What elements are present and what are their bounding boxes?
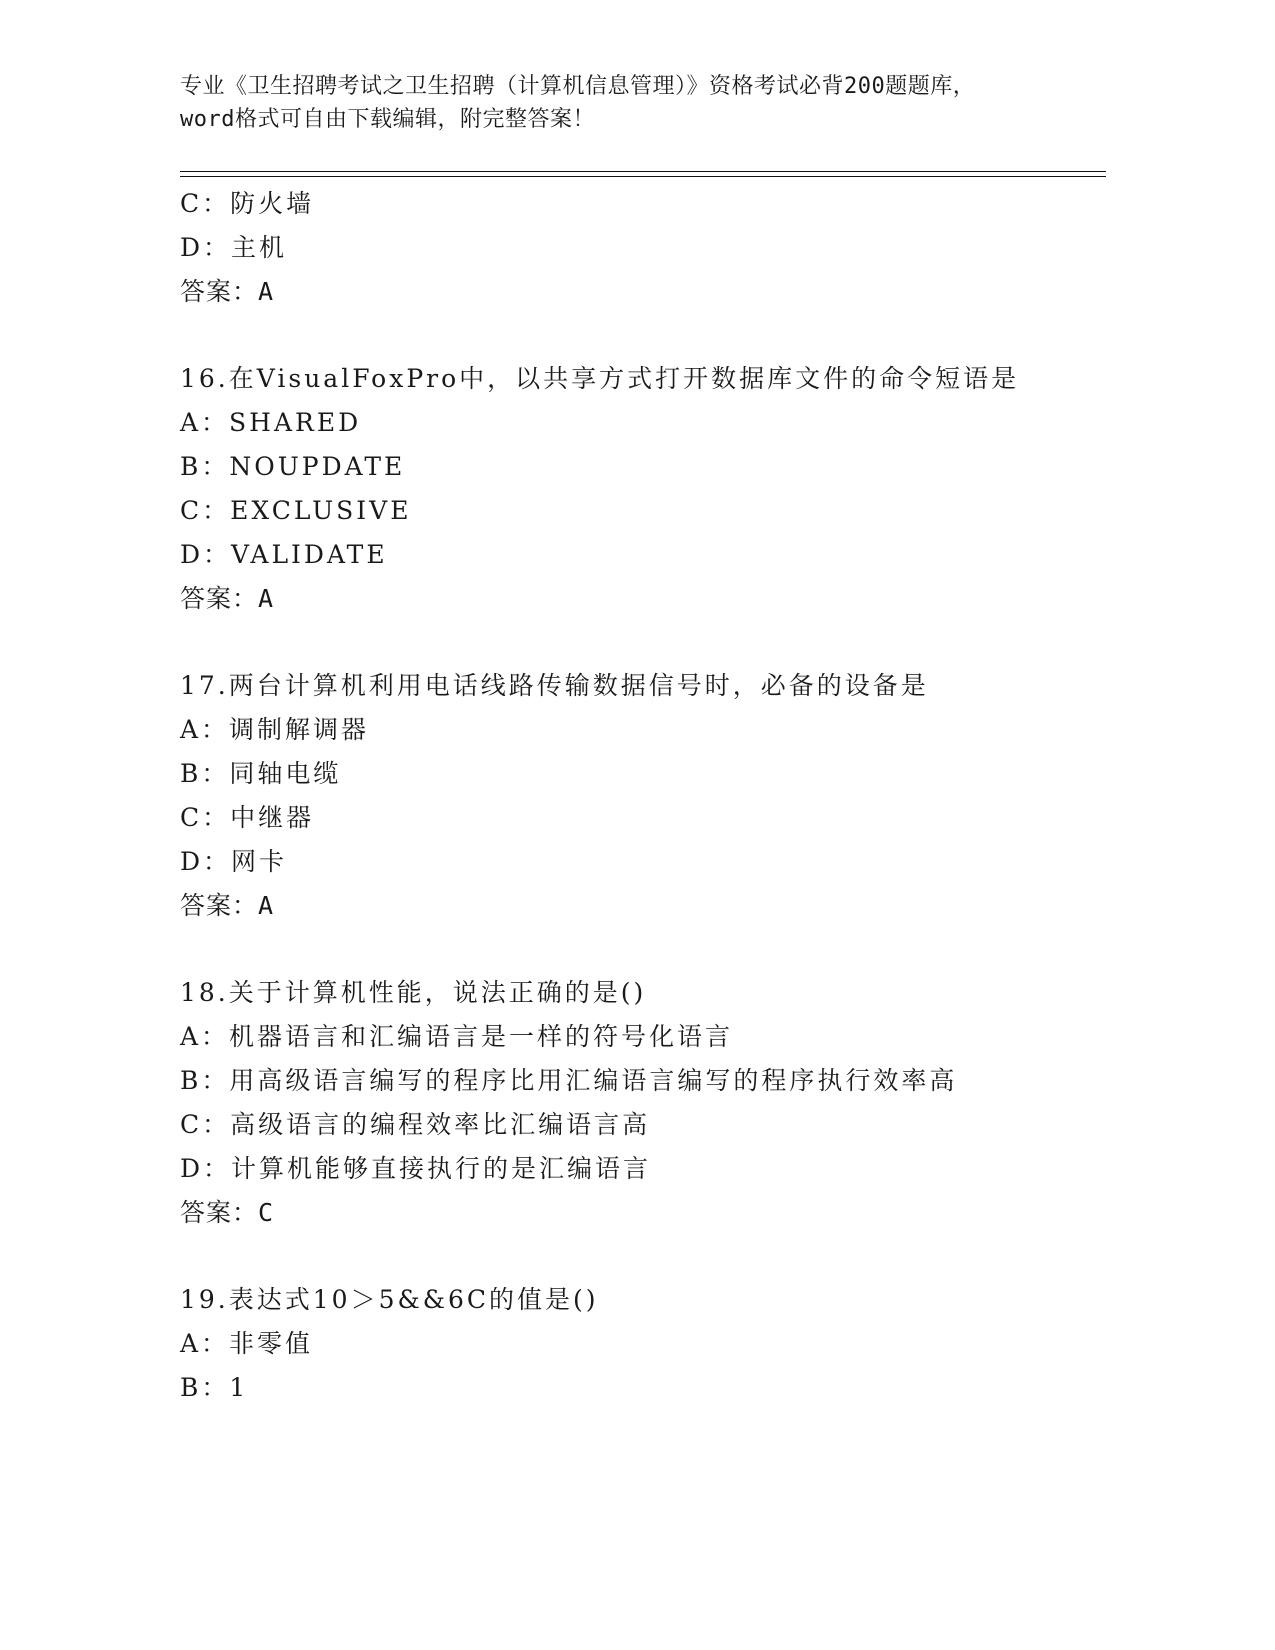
option-a: A：非零值 [180,1329,314,1358]
spacer [180,1235,1110,1278]
option-d: D：VALIDATE [180,540,388,569]
spacer [180,314,1110,357]
option-c: C：中继器 [180,803,315,832]
question-list [180,182,1110,1410]
option-d: D：网卡 [180,847,288,876]
spacer [180,928,1110,971]
option-a: A：调制解调器 [180,715,370,744]
option-d: D：主机 [180,233,288,262]
question-stem: 17.两台计算机利用电话线路传输数据信号时，必备的设备是 [180,671,929,700]
option-b: B：1 [180,1373,249,1402]
header-title-line2: word格式可自由下载编辑，附完整答案！ [180,107,595,132]
question-16 [180,357,1110,621]
header-title-line1: 专业《卫生招聘考试之卫生招聘（计算机信息管理）》资格考试必背200题题库， [180,74,976,99]
answer-line: 答案：A [180,584,275,613]
option-d: D：计算机能够直接执行的是汇编语言 [180,1154,652,1183]
option-b: B：同轴电缆 [180,759,342,788]
answer-line: 答案：A [180,277,275,306]
option-c: C：EXCLUSIVE [180,496,412,525]
header-divider-top [180,171,1106,172]
option-c: C：防火墙 [180,189,315,218]
question-17 [180,664,1110,928]
answer-line: 答案：A [180,891,275,920]
header-divider-bottom [180,176,1106,177]
question-19 [180,1278,1110,1410]
question-18 [180,971,1110,1235]
option-c: C：高级语言的编程效率比汇编语言高 [180,1110,651,1139]
question-15-tail [180,182,1110,314]
document-header [180,70,1100,136]
question-stem: 18.关于计算机性能，说法正确的是() [180,978,647,1007]
option-a: A：SHARED [180,408,362,437]
option-b: B：用高级语言编写的程序比用汇编语言编写的程序执行效率高 [180,1066,958,1095]
question-stem: 19.表达式10＞5&&6C的值是() [180,1285,599,1314]
spacer [180,621,1110,664]
option-a: A：机器语言和汇编语言是一样的符号化语言 [180,1022,734,1051]
option-b: B：NOUPDATE [180,452,406,481]
question-stem: 16.在VisualFoxPro中，以共享方式打开数据库文件的命令短语是 [180,364,1020,393]
answer-line: 答案：C [180,1198,275,1227]
